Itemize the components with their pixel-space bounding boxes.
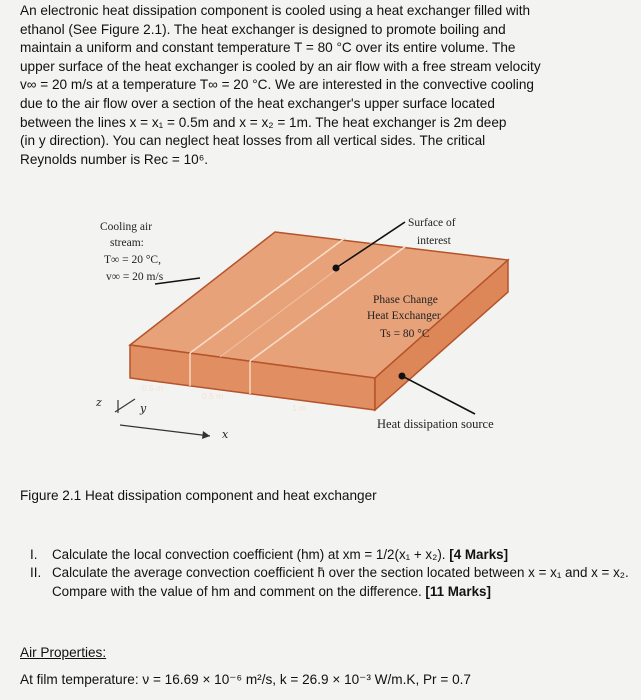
- problem-line: upper surface of the heat exchanger is cooled by an air flow with a free stream velocity: [20, 58, 541, 74]
- label-dim-1: 0.5 m: [142, 383, 164, 393]
- label-phase-change: Phase Change: [373, 294, 438, 306]
- problem-line: v∞ = 20 m/s at a temperature T∞ = 20 °C. We are interested in the convective cooling: [20, 77, 534, 93]
- label-cooling-temp: T∞ = 20 °C,: [104, 254, 161, 266]
- question-marks: [4 Marks]: [449, 547, 509, 562]
- label-heat-source: Heat dissipation source: [377, 417, 494, 431]
- axis-z-label: z: [96, 396, 102, 409]
- label-dim-3: 1 m: [292, 403, 307, 413]
- label-surface-of: Surface of: [408, 217, 456, 229]
- air-properties-line: At film temperature: ν = 16.69 × 10⁻⁶ m²/s, k = 26.9 × 10⁻³ W/m.K, Pr = 0.7: [20, 672, 471, 687]
- surface-pointer-dot: [333, 265, 340, 272]
- question-marks: [11 Marks]: [425, 583, 491, 599]
- question-text: Calculate the local convection coefficient (hm) at xm = 1/2(x₁ + x₂).: [52, 547, 446, 562]
- problem-line: maintain a uniform and constant temperature T = 80 °C over its entire volume. The: [20, 40, 516, 56]
- problem-line: Reynolds number is Reс = 10⁶.: [20, 151, 209, 167]
- question-number: I.: [30, 547, 38, 562]
- label-stream: stream:: [110, 237, 144, 249]
- question-item: [20, 564, 630, 601]
- problem-line: between the lines x = x₁ = 0.5m and x = x₂ = 1m. The heat exchanger is 2m deep: [20, 114, 507, 130]
- problem-line: due to the air flow over a section of the heat exchanger's upper surface located: [20, 95, 495, 111]
- heat-pointer-dot: [399, 373, 406, 380]
- problem-statement: [20, 2, 625, 169]
- question-text: Calculate the average convection coefficient h̄ over the section located between x = x₁ and x = x₂. Compare with the value of hm and comment on the difference.: [52, 565, 629, 599]
- question-item: [20, 546, 630, 564]
- problem-line: ethanol (See Figure 2.1). The heat exchanger is designed to promote boiling and: [20, 21, 506, 37]
- axis-x-label: x: [222, 428, 229, 441]
- axis-x-arrow: [202, 431, 210, 439]
- problem-line: An electronic heat dissipation component is cooled using a heat exchanger filled with: [20, 3, 531, 18]
- label-interest: interest: [417, 235, 451, 247]
- heat-pointer: [402, 376, 475, 414]
- figure-caption: Figure 2.1 Heat dissipation component and heat exchanger: [20, 488, 377, 503]
- axis-y-label: y: [140, 402, 147, 415]
- question-number: II.: [30, 565, 42, 581]
- label-cooling-air: Cooling air: [100, 221, 153, 233]
- label-cooling-velocity: v∞ = 20 m/s: [106, 271, 164, 283]
- heat-exchanger-figure: [60, 200, 580, 450]
- label-heat-exchanger: Heat Exchanger: [367, 310, 441, 322]
- question-list: [20, 546, 630, 601]
- axis-x-line: [120, 425, 210, 436]
- problem-line: (in y direction). You can neglect heat losses from all vertical sides. The critical: [20, 133, 486, 149]
- air-properties-title: Air Properties:: [20, 645, 107, 660]
- label-dim-2: 0.5 m: [202, 391, 224, 401]
- label-surface-temp: Ts = 80 °C: [380, 328, 430, 340]
